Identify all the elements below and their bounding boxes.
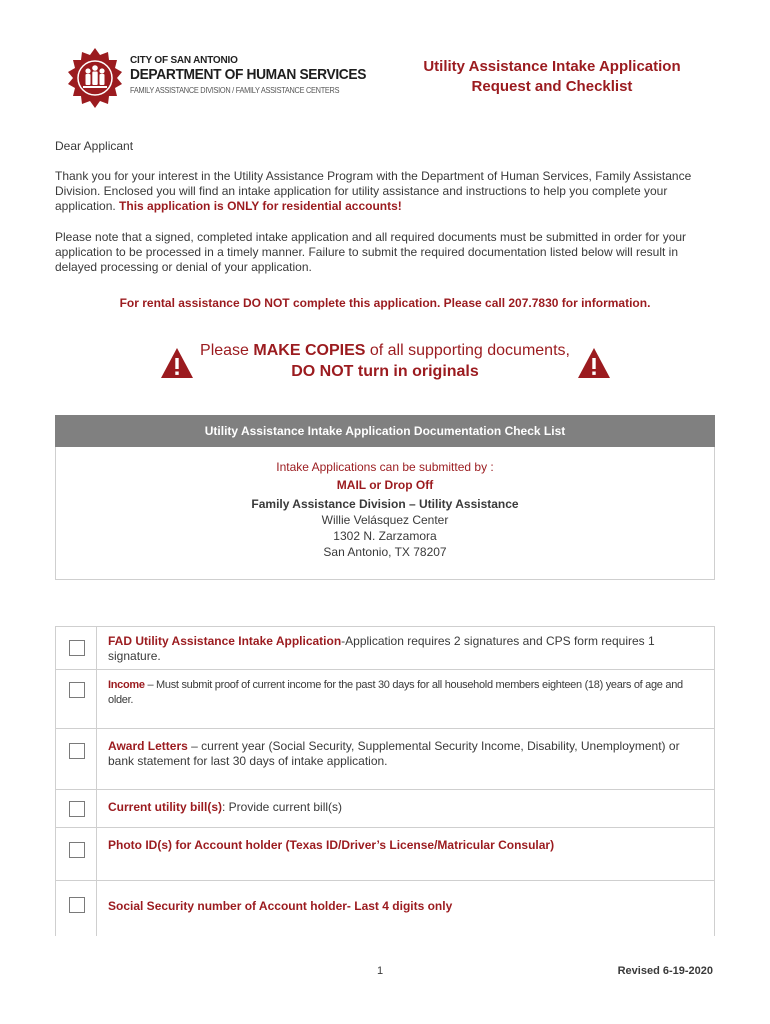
org-city: CITY OF SAN ANTONIO	[130, 55, 238, 66]
make-copies-notice	[200, 342, 570, 360]
checklist-item-award-letters	[56, 729, 714, 790]
document-subtitle: Request and Checklist	[471, 78, 633, 95]
revision-date: Revised 6-19-2020	[617, 965, 713, 977]
item-label: Photo ID(s) for Account holder (Texas ID/Driver’s License/Matricular Consular)	[108, 838, 555, 852]
checkbox[interactable]	[69, 743, 85, 759]
address-center: Willie Velásquez Center	[321, 513, 449, 527]
checkbox[interactable]	[69, 801, 85, 817]
item-label: Award Letters	[108, 739, 188, 753]
item-label: FAD Utility Assistance Intake Application	[108, 634, 342, 648]
org-department: DEPARTMENT OF HUMAN SERVICES	[130, 66, 367, 83]
checkbox[interactable]	[69, 897, 85, 913]
make-copies-emphasis: MAKE COPIES	[253, 342, 366, 359]
item-text: -Application requires 2 signatures and CPS form requires 1 signature.	[108, 634, 655, 663]
intro-text: Thank you for your interest in the Utility Assistance Program with the Department of Human Services, Family Assistance Division. Enclosed you will find an intake application for utility assistance and instructions to help you complete your application.	[55, 169, 692, 213]
page-number: 1	[377, 965, 384, 977]
item-text: : Provide current bill(s)	[222, 800, 343, 814]
residential-only-notice: This application is ONLY for residential accounts!	[119, 199, 402, 213]
warning-exclamation-icon	[160, 346, 194, 380]
checkbox[interactable]	[69, 640, 85, 656]
checklist-item-ssn	[56, 881, 714, 936]
item-label: Social Security number of Account holder- Last 4 digits only	[108, 899, 453, 913]
document-title: Utility Assistance Intake Application	[423, 58, 681, 75]
checkbox[interactable]	[69, 842, 85, 858]
submit-method: MAIL or Drop Off	[336, 478, 434, 492]
department-seal-icon	[62, 46, 128, 110]
make-copies-prefix: Please	[200, 342, 254, 359]
checklist-item-income	[56, 670, 714, 729]
checklist-header: Utility Assistance Intake Application Documentation Check List	[55, 415, 715, 447]
checklist-item-utility-bills	[56, 790, 714, 828]
intro-paragraph	[55, 169, 715, 214]
item-text: – Must submit proof of current income for the past 30 days for all household members eighteen (18) years of age and older.	[108, 679, 683, 706]
requirements-paragraph: Please note that a signed, completed intake application and all required documents must be submitted in order for your application to be processed in a timely manner. Failure to submit the required documentation listed below will result in delayed processing or denial of your application.	[55, 230, 687, 274]
checklist-item-intake-application	[56, 627, 714, 670]
address-org: Family Assistance Division – Utility Assistance	[251, 497, 519, 511]
no-originals-notice: DO NOT turn in originals	[291, 363, 479, 380]
checkbox[interactable]	[69, 682, 85, 698]
rental-assistance-notice: For rental assistance DO NOT complete this application. Please call 207.7830 for information.	[119, 296, 651, 310]
salutation: Dear Applicant	[55, 139, 134, 153]
address-city: San Antonio, TX 78207	[323, 545, 447, 559]
checklist-item-photo-id	[56, 828, 714, 881]
warning-exclamation-icon	[577, 346, 611, 380]
make-copies-suffix: of all supporting documents,	[365, 342, 570, 359]
submit-label: Intake Applications can be submitted by :	[276, 460, 494, 474]
org-division: FAMILY ASSISTANCE DIVISION / FAMILY ASSISTANCE CENTERS	[130, 86, 340, 95]
item-label: Current utility bill(s)	[108, 800, 222, 814]
documentation-checklist	[55, 626, 715, 936]
address-street: 1302 N. Zarzamora	[333, 529, 437, 543]
item-label: Income	[108, 679, 145, 691]
item-text: – current year (Social Security, Supplemental Security Income, Disability, Unemployment) or bank statement for last 30 days of intake application.	[108, 739, 680, 768]
submission-info-box	[55, 447, 715, 580]
